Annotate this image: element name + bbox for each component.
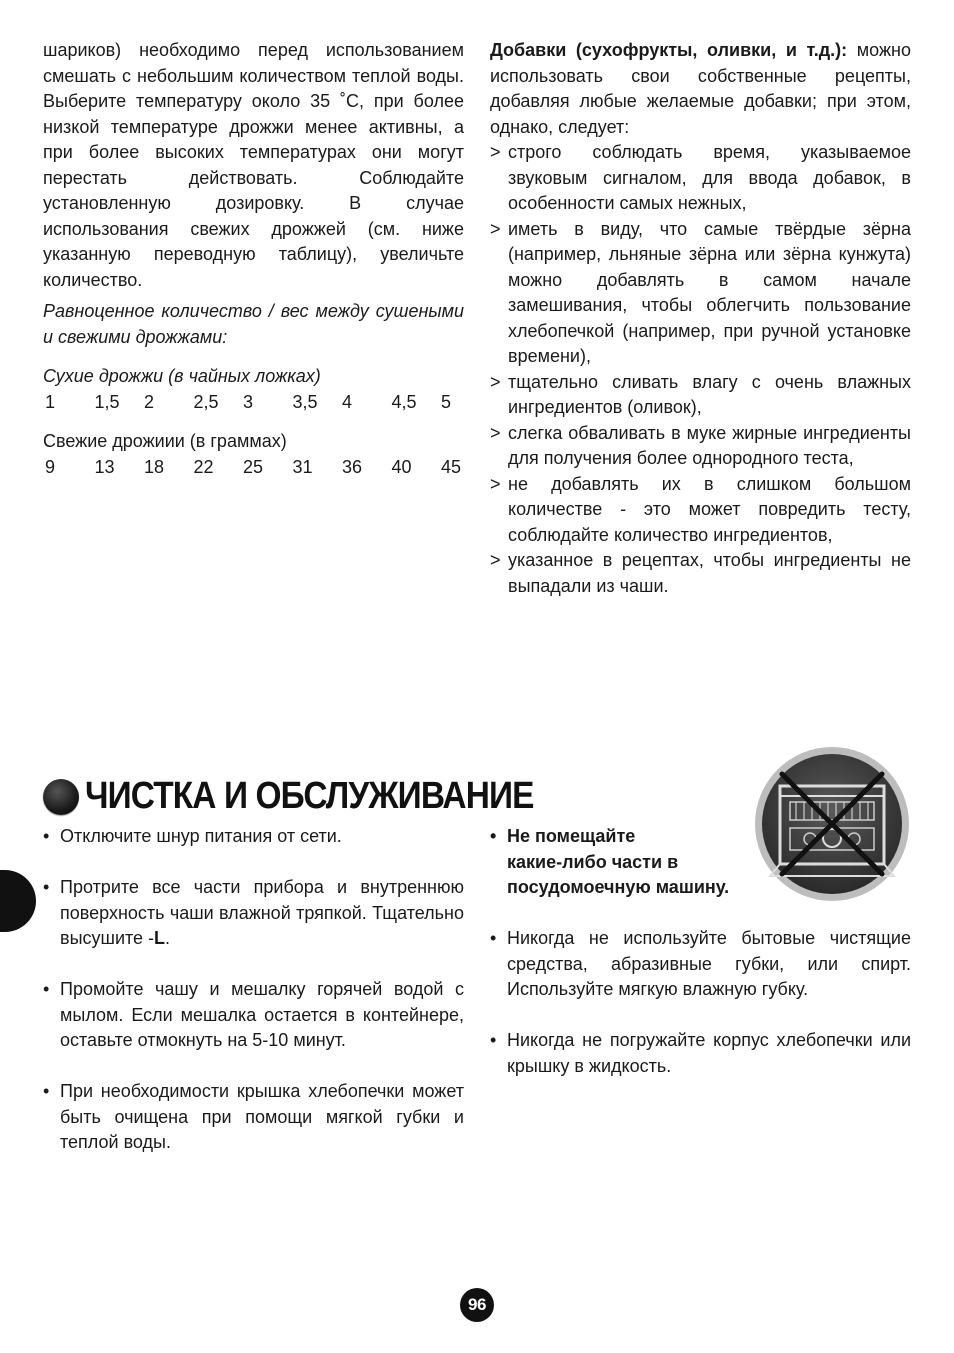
round-black-bullet-icon <box>43 779 79 815</box>
fresh-value: 9 <box>45 456 56 477</box>
yeast-paragraph: шариков) необходимо перед использованием смешать с небольшим количеством теплой воды. Выберите температуру около 35 ˚С, при более низкой температуре дрожжи менее активны, а при более высоких температурах они могут перестать действовать. Соблюдайте установленную дозировку. В случае использования свежих дрожжей (см. ниже указанную переводную таблицу), увеличьте количество. <box>43 40 464 290</box>
list-item: > иметь в виду, что самые твёрдые зёрна (например, льняные зёрна или зёрна кунжута) можно добавлять в самом начале замешивания, чтобы облегчить пользование хлебопечкой (например, при ручной установке времени), <box>490 217 911 370</box>
dry-value: 4,5 <box>391 391 417 412</box>
list-item: • Отключите шнур питания от сети. <box>43 824 464 850</box>
list-item-text: Протрите все части прибора и внутреннюю поверхность чаши влажной тряпкой. Тщательно высушите - <box>60 877 464 948</box>
additives-text <box>490 38 911 140</box>
list-item: > слегка обваливать в муке жирные ингредиенты для получения более однородного теста, <box>490 421 911 472</box>
warning-line: какие-либо части в <box>507 851 679 872</box>
dry-value: 4 <box>342 391 353 412</box>
dry-yeast-values <box>43 390 452 416</box>
additives-list <box>490 140 911 599</box>
chapter-side-tab <box>0 870 36 932</box>
fresh-value: 25 <box>243 456 264 477</box>
dry-yeast-label: Сухие дрожжи (в чайных ложках) <box>43 366 321 386</box>
fresh-yeast-label: Свежие дрожиии (в граммах) <box>43 431 287 451</box>
dry-value: 1,5 <box>94 391 120 412</box>
additives-heading: Добавки (сухофрукты, оливки, и т.д.): <box>490 40 848 60</box>
fresh-value: 40 <box>391 456 412 477</box>
list-item-end: . <box>165 928 171 948</box>
list-item: > не добавлять их в слишком большом количестве - это может повредить тесту, соблюдайте количество ингредиентов, <box>490 472 911 549</box>
list-item: • При необходимости крышка хлебопечки может быть очищена при помощи мягкой губки и теплой воды. <box>43 1079 464 1156</box>
fresh-value: 36 <box>342 456 363 477</box>
yeast-column <box>43 38 464 480</box>
warning-line: Не помещайте <box>507 826 636 846</box>
dry-value: 1 <box>45 391 56 412</box>
list-item: > указанное в рецептах, чтобы ингредиенты не выпадали из чаши. <box>490 548 911 599</box>
fresh-value: 13 <box>94 456 115 477</box>
page-number: 96 <box>460 1288 494 1322</box>
fresh-yeast-values <box>43 455 462 481</box>
list-item: • Никогда не погружайте корпус хлебопечки или крышку в жидкость. <box>490 1028 911 1079</box>
cleaning-list-left <box>43 824 464 1156</box>
list-item: • Промойте чашу и мешалку горячей водой с мылом. Если мешалка остается в контейнере, оставьте отмокнуть на 5-10 минут. <box>43 977 464 1054</box>
list-item: • Никогда не используйте бытовые чистящие средства, абразивные губки, или спирт. Используйте мягкую влажную губку. <box>490 926 911 1003</box>
list-item <box>43 875 464 952</box>
dry-value: 3 <box>243 391 254 412</box>
list-item: > тщательно сливать влагу с очень влажных ингредиентов (оливок), <box>490 370 911 421</box>
list-item-suffix: L <box>154 928 166 948</box>
fresh-value: 22 <box>193 456 214 477</box>
dry-value: 3,5 <box>292 391 318 412</box>
cleaning-list-right <box>490 824 911 1079</box>
fresh-value: 18 <box>144 456 165 477</box>
cleaning-left-column <box>43 824 464 1181</box>
section-title: ЧИСТКА И ОБСЛУЖИВАНИЕ <box>85 775 534 818</box>
warning-line: посудомоечную машину. <box>507 877 730 897</box>
dry-value: 2 <box>144 391 155 412</box>
additives-intro: можно использовать свои собственные рецепты, добавляя любые желаемые добавки; при этом, однако, следует: <box>490 40 911 137</box>
additives-column <box>490 38 911 599</box>
equivalence-heading: Равноценное количество / вес между сушеными и свежими дрожжами: <box>43 301 464 347</box>
list-item: > строго соблюдать время, указываемое звуковым сигналом, для ввода добавок, в особенности самых нежных, <box>490 140 911 217</box>
dry-value: 2,5 <box>193 391 219 412</box>
dry-value: 5 <box>441 391 452 412</box>
fresh-value: 31 <box>292 456 313 477</box>
section-header <box>43 772 595 822</box>
cleaning-right-column <box>490 824 911 1105</box>
fresh-value: 45 <box>441 456 462 477</box>
dishwasher-warning <box>490 824 911 901</box>
